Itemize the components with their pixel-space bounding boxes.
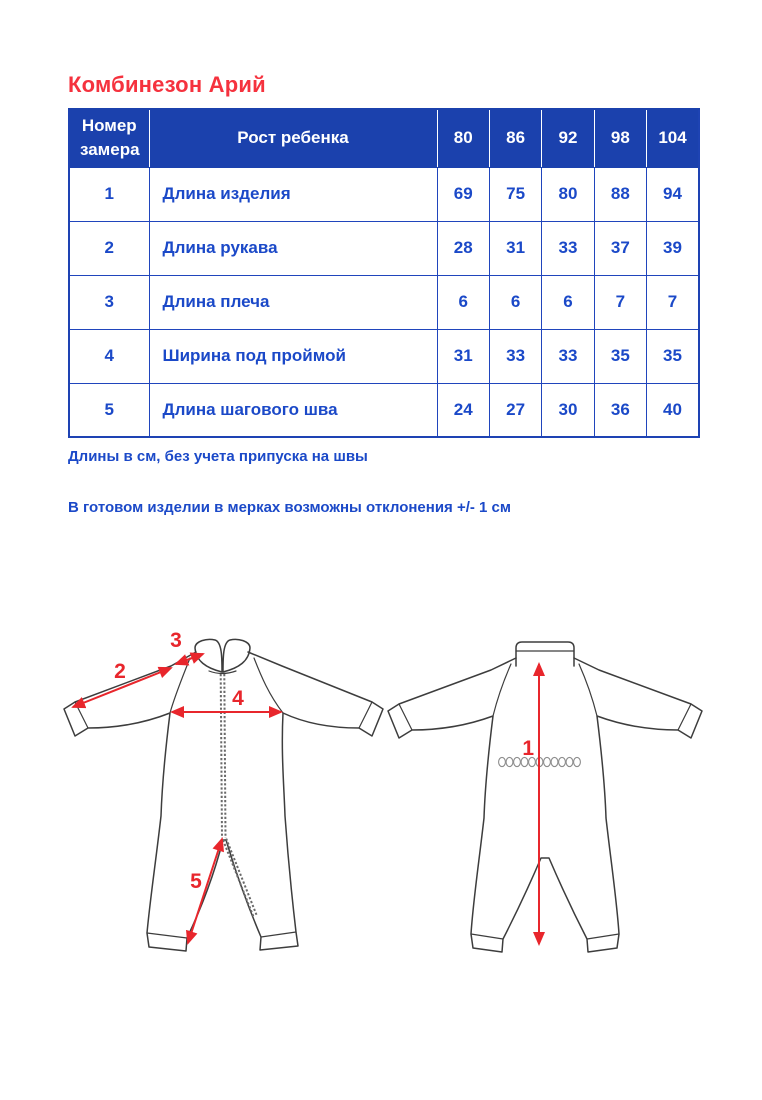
header-cell-number: Номер замера [69, 109, 149, 167]
page-title: Комбинезон Арий [68, 72, 266, 97]
cell-value: 28 [437, 221, 489, 275]
cell-value: 40 [647, 383, 699, 437]
table-row [69, 329, 699, 383]
front-right-armhole-seam [254, 658, 283, 713]
cell-value: 75 [489, 167, 541, 221]
measure-label-5: 5 [190, 870, 202, 893]
cell-value: 88 [594, 167, 646, 221]
row-number: 1 [69, 167, 149, 221]
header-cell-measure: Рост ребенка [149, 109, 437, 167]
row-label: Длина плеча [149, 275, 437, 329]
table-header-row [69, 109, 699, 167]
table-row [69, 221, 699, 275]
cell-value: 33 [542, 221, 594, 275]
measure-label-2: 2 [114, 660, 126, 683]
cell-value: 35 [594, 329, 646, 383]
measure-label-3: 3 [170, 629, 182, 652]
note-units: Длины в см, без учета припуска на швы [68, 448, 368, 465]
front-right-leg-cuff-seam [261, 932, 296, 937]
row-number: 2 [69, 221, 149, 275]
cell-value: 94 [647, 167, 699, 221]
measure-label-1: 1 [522, 737, 534, 760]
table-row [69, 167, 699, 221]
cell-value: 7 [647, 275, 699, 329]
measure-label-4: 4 [232, 687, 244, 710]
cell-value: 30 [542, 383, 594, 437]
row-label: Длина шагового шва [149, 383, 437, 437]
header-cell-size-86: 86 [489, 109, 541, 167]
zipper-leg [223, 839, 257, 918]
cell-value: 69 [437, 167, 489, 221]
back-left-cuff-seam [399, 704, 412, 730]
cell-value: 39 [647, 221, 699, 275]
jumpsuit-back-drawing [385, 628, 715, 973]
row-number: 4 [69, 329, 149, 383]
header-cell-size-98: 98 [594, 109, 646, 167]
cell-value: 31 [437, 329, 489, 383]
cell-value: 6 [542, 275, 594, 329]
cell-value: 33 [542, 329, 594, 383]
table-row [69, 383, 699, 437]
row-number: 3 [69, 275, 149, 329]
jumpsuit-front-drawing [60, 628, 390, 973]
table-row [69, 275, 699, 329]
front-left-leg-cuff-seam [147, 933, 187, 938]
cell-value: 31 [489, 221, 541, 275]
header-cell-size-104: 104 [647, 109, 699, 167]
cell-value: 35 [647, 329, 699, 383]
cell-value: 36 [594, 383, 646, 437]
cell-value: 7 [594, 275, 646, 329]
row-label: Ширина под проймой [149, 329, 437, 383]
back-collar [516, 642, 574, 666]
back-right-armhole-seam [579, 664, 597, 716]
header-cell-size-92: 92 [542, 109, 594, 167]
front-right-cuff-seam [359, 702, 372, 728]
cell-value: 27 [489, 383, 541, 437]
header-cell-size-80: 80 [437, 109, 489, 167]
cell-value: 6 [489, 275, 541, 329]
back-right-cuff-seam [678, 704, 691, 730]
row-number: 5 [69, 383, 149, 437]
size-table [68, 108, 700, 438]
back-left-armhole-seam [493, 664, 511, 716]
row-label: Длина рукава [149, 221, 437, 275]
row-label: Длина изделия [149, 167, 437, 221]
note-tolerance: В готовом изделии в мерках возможны отклонения +/- 1 см [68, 499, 511, 516]
cell-value: 33 [489, 329, 541, 383]
cell-value: 80 [542, 167, 594, 221]
back-body-outline [388, 658, 702, 952]
cell-value: 37 [594, 221, 646, 275]
front-collar [195, 639, 250, 672]
cell-value: 6 [437, 275, 489, 329]
zipper [221, 674, 226, 838]
back-left-leg-cuff-seam [471, 934, 503, 939]
back-right-leg-cuff-seam [587, 934, 619, 939]
cell-value: 24 [437, 383, 489, 437]
front-left-armhole-seam [170, 658, 190, 713]
